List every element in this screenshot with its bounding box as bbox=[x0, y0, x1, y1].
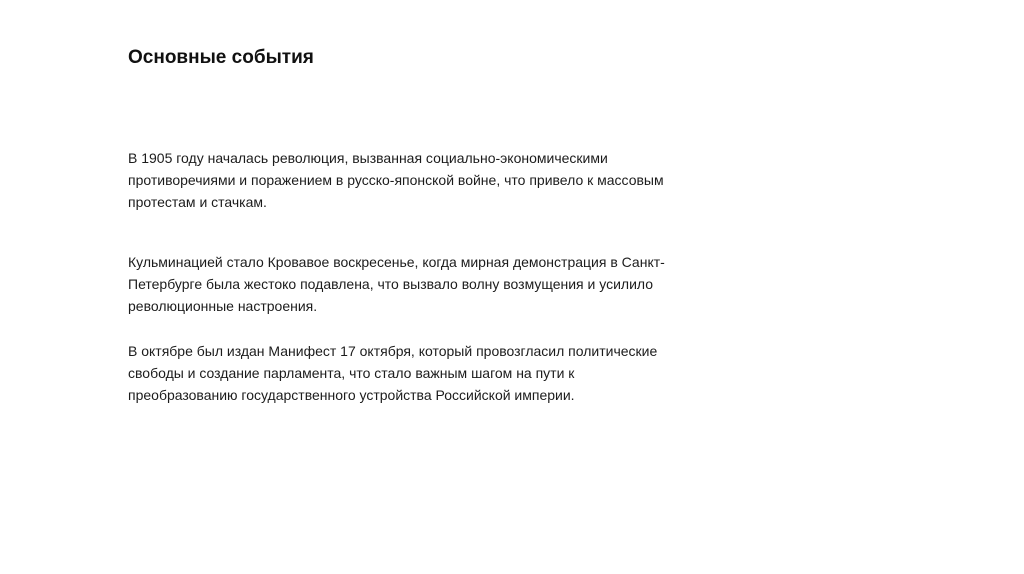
paragraph-line: Кульминацией стало Кровавое воскресенье, когда мирная демонстрация в Санкт- bbox=[128, 254, 665, 270]
paragraph-line: В октябре был издан Манифест 17 октября, который провозгласил политические bbox=[128, 343, 658, 359]
paragraph-line: революционные настроения. bbox=[128, 298, 318, 314]
paragraph-bloody-sunday bbox=[128, 251, 688, 317]
slide-title: Основные события bbox=[128, 47, 314, 68]
paragraph-line: В 1905 году началась революция, вызванная социально-экономическими bbox=[128, 150, 608, 166]
paragraph-line: Петербурге была жестоко подавлена, что вызвало волну возмущения и усилило bbox=[128, 276, 653, 292]
paragraph-1905-revolution bbox=[128, 147, 688, 213]
paragraph-line: противоречиями и поражением в русско-японской войне, что привело к массовым bbox=[128, 172, 664, 188]
paragraph-line: свободы и создание парламента, что стало важным шагом на пути к bbox=[128, 365, 575, 381]
paragraph-line: протестам и стачкам. bbox=[128, 194, 267, 210]
paragraph-october-manifesto bbox=[128, 340, 688, 406]
paragraph-line: преобразованию государственного устройства Российской империи. bbox=[128, 387, 575, 403]
